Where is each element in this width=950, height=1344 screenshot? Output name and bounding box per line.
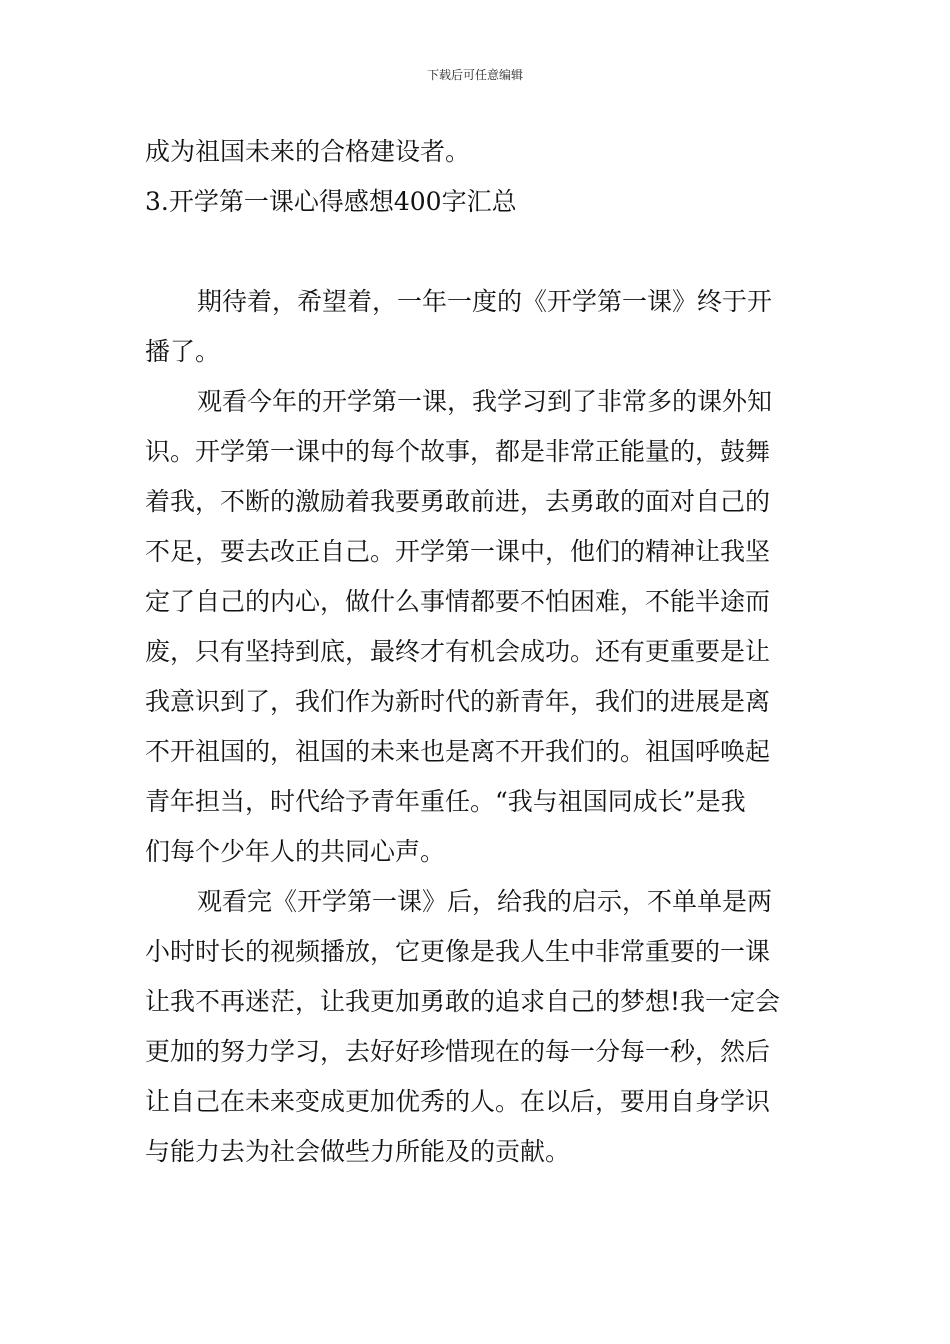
- paragraph-line: 定了自己的内心，做什么事情都要不怕困难，不能半途而: [145, 587, 771, 616]
- paragraph-line: 观看完《开学第一课》后，给我的启示，不单单是两: [197, 887, 773, 916]
- paragraph-line: 让自己在未来变成更加优秀的人。在以后，要用自身学识: [145, 1087, 771, 1116]
- paragraph-line: 不开祖国的，祖国的未来也是离不开我们的。祖国呼唤起: [145, 737, 771, 766]
- paragraph-line: 让我不再迷茫，让我更加勇敢的追求自己的梦想!我一定会: [145, 987, 781, 1016]
- paragraph-line: 废，只有坚持到底，最终才有机会成功。还有更重要是让: [145, 637, 771, 666]
- section-title: 3.开学第一课心得感想400字汇总: [145, 187, 517, 216]
- paragraph-line: 小时时长的视频播放，它更像是我人生中非常重要的一课: [145, 937, 771, 966]
- section-spacer: [145, 227, 809, 277]
- paragraph-line: 着我，不断的激励着我要勇敢前进，去勇敢的面对自己的: [145, 487, 771, 516]
- intro-line: 成为祖国未来的合格建设者。: [145, 137, 471, 166]
- document-body: [145, 127, 809, 1177]
- paragraph-line: 期待着，希望着，一年一度的《开学第一课》终于开: [197, 287, 773, 316]
- paragraph-line: 播了。: [145, 337, 221, 366]
- paragraph-line: 们每个少年人的共同心声。: [145, 837, 446, 866]
- paragraph-line: 不足，要去改正自己。开学第一课中，他们的精神让我坚: [145, 537, 771, 566]
- paragraph-line: 青年担当，时代给予青年重任。“我与祖国同成长”是我: [145, 787, 746, 816]
- paragraph-3: [145, 877, 809, 1177]
- paragraph-2: [145, 377, 809, 877]
- paragraph-line: 观看今年的开学第一课，我学习到了非常多的课外知: [197, 387, 773, 416]
- paragraph-line: 与能力去为社会做些力所能及的贡献。: [145, 1137, 571, 1166]
- paragraph-line: 更加的努力学习，去好好珍惜现在的每一分每一秒，然后: [145, 1037, 771, 1066]
- paragraph-line: 识。开学第一课中的每个故事，都是非常正能量的，鼓舞: [145, 437, 771, 466]
- header-note: 下载后可任意编辑: [426, 68, 523, 82]
- paragraph-line: 我意识到了，我们作为新时代的新青年，我们的进展是离: [145, 687, 771, 716]
- paragraph-1: [145, 277, 809, 377]
